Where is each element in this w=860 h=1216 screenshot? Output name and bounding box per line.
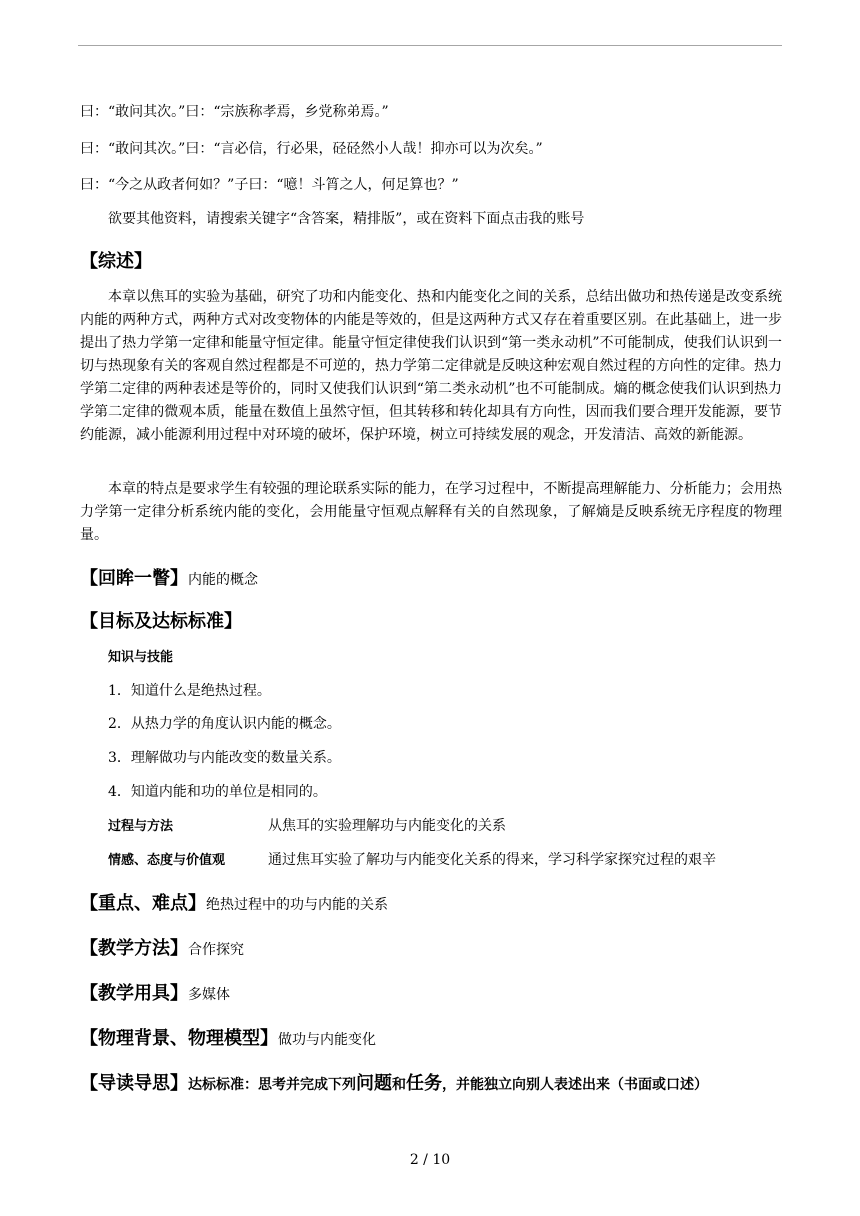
quote-line: 曰：“敢问其次。”曰：“言必信，行必果，硁硁然小人哉！抑亦可以为次矣。” <box>80 141 543 157</box>
process-row <box>108 816 506 837</box>
goals-heading: 【目标及达标标准】 <box>80 611 242 632</box>
tools-heading: 【教学用具】 <box>80 983 188 1004</box>
goal-item: 4．知道内能和功的单位是相同的。 <box>108 784 327 800</box>
review-text: 内能的概念 <box>188 572 258 588</box>
quote-line: 曰：“敢问其次。”曰：“宗族称孝焉，乡党称弟焉。” <box>80 104 389 120</box>
background-text: 做功与内能变化 <box>278 1032 376 1048</box>
guide-text: ，并能独立向别人表述出来（书面或口述） <box>442 1077 708 1093</box>
goals-section <box>80 608 242 636</box>
guide-keyword-questions: 问题 <box>356 1073 392 1094</box>
summary-section <box>80 248 152 276</box>
page-number: 2 / 10 <box>409 1152 451 1168</box>
guide-keyword-tasks: 任务 <box>406 1073 442 1094</box>
process-text: 从焦耳的实验理解功与内能变化的关系 <box>268 818 506 834</box>
process-label: 过程与方法 <box>108 819 174 834</box>
guide-text: 达标标准：思考并完成下列 <box>188 1077 356 1093</box>
guide-heading: 【导读导思】 <box>80 1073 188 1094</box>
method-heading: 【教学方法】 <box>80 938 188 959</box>
tools-section <box>80 980 230 1009</box>
goal-item: 3．理解做功与内能改变的数量关系。 <box>108 750 341 766</box>
guide-text: 和 <box>392 1077 406 1093</box>
knowledge-label: 知识与技能 <box>108 650 174 665</box>
method-text: 合作探究 <box>188 942 244 958</box>
background-section <box>80 1025 376 1054</box>
summary-heading: 【综述】 <box>80 251 152 272</box>
background-heading: 【物理背景、物理模型】 <box>80 1028 278 1049</box>
tools-text: 多媒体 <box>188 987 230 1003</box>
review-heading: 【回眸一瞥】 <box>80 568 188 589</box>
emotion-row <box>108 850 716 871</box>
emotion-label: 情感、态度与价值观 <box>108 853 226 868</box>
summary-paragraph-2: 本章的特点是要求学生有较强的理论联系实际的能力，在学习过程中，不断提高理解能力、分析能力；会用热力学第一定律分析系统内能的变化，会用能量守恒观点解释有关的自然现象，了解熵是反映系统无序程度的物理量。 <box>80 481 782 543</box>
goal-item: 1．知道什么是绝热过程。 <box>108 683 271 699</box>
key-points-section <box>80 890 388 919</box>
header-rule <box>78 45 782 46</box>
review-section <box>80 565 258 594</box>
goal-item: 2．从热力学的角度认识内能的概念。 <box>108 716 341 732</box>
notice-text: 欲要其他资料，请搜索关键字“含答案，精排版”，或在资料下面点击我的账号 <box>108 211 585 227</box>
key-points-text: 绝热过程中的功与内能的关系 <box>206 897 388 913</box>
method-section <box>80 935 244 964</box>
quote-line: 曰：“今之从政者何如？”子曰：“噫！斗筲之人，何足算也？” <box>80 177 459 193</box>
summary-paragraph-1: 本章以焦耳的实验为基础，研究了功和内能变化、热和内能变化之间的关系，总结出做功和热传递是改变系统内能的两种方式，两种方式对改变物体的内能是等效的，但是这两种方式又存在着重要区别。在此基础上，进一步提出了热力学第一定律和能量守恒定律。能量守恒定律使我们认识到“第一类永动机”不可能制成，使我们认识到一切与热现象有关的客观自然过程都是不可逆的，热力学第二定律就是反映这种宏观自然过程的方向性的定律。热力学第二定律的两种表述是等价的，同时又使我们认识到“第二类永动机”也不可能制成。熵的概念使我们认识到热力学第二定律的微观本质，能量在数值上虽然守恒，但其转移和转化却具有方向性，因而我们要合理开发能源，要节约能源，减小能源利用过程中对环境的破坏，保护环境，树立可持续发展的观念，开发清洁、高效的新能源。 <box>80 289 782 443</box>
emotion-text: 通过焦耳实验了解功与内能变化关系的得来，学习科学家探究过程的艰辛 <box>268 852 716 868</box>
key-points-heading: 【重点、难点】 <box>80 893 206 914</box>
guide-section <box>80 1070 708 1099</box>
